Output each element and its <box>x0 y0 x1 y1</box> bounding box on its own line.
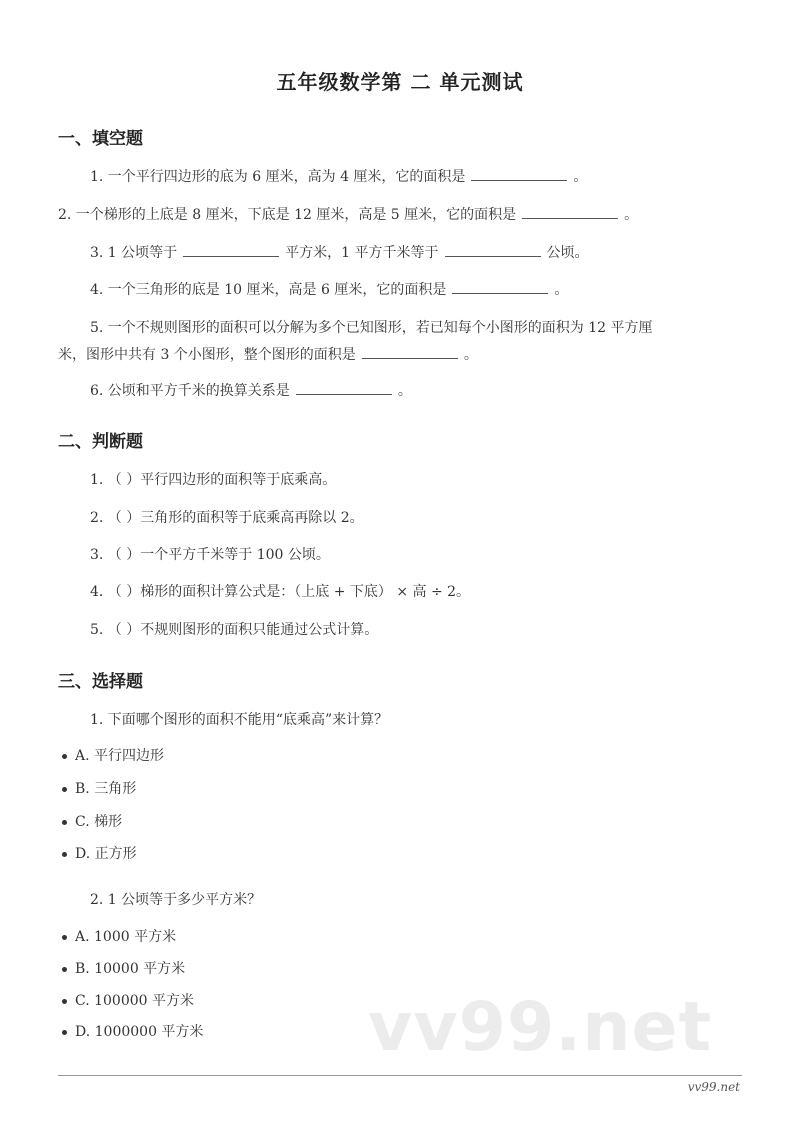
tf-question-2: 2. （ ）三角形的面积等于底乘高再除以 2。 <box>90 510 364 526</box>
mc-option[interactable]: D. 正方形 <box>62 843 137 863</box>
mc-option[interactable]: A. 1000 平方米 <box>62 926 176 946</box>
bullet-icon <box>62 1030 67 1035</box>
answer-blank[interactable] <box>452 281 548 294</box>
answer-blank[interactable] <box>183 244 279 257</box>
bullet-icon <box>62 754 67 759</box>
bullet-icon <box>62 852 67 857</box>
section-heading-multiple-choice: 三、选择题 <box>58 672 143 692</box>
footer-site: vv99.net <box>687 1080 740 1094</box>
tf-question-5: 5. （ ）不规则图形的面积只能通过公式计算。 <box>90 622 379 638</box>
fill-question-3: 3. 1 公顷等于 平方米，1 平方千米等于 公顷。 <box>90 245 589 261</box>
answer-blank[interactable] <box>522 206 618 219</box>
section-heading-true-false: 二、判断题 <box>58 432 143 452</box>
answer-blank[interactable] <box>296 382 392 395</box>
mc-option[interactable]: D. 1000000 平方米 <box>62 1021 203 1041</box>
mc-question-1: 1. 下面哪个图形的面积不能用“底乘高”来计算？ <box>90 712 389 728</box>
fill-question-5-line1: 5. 一个不规则图形的面积可以分解为多个已知图形，若已知每个小图形的面积为 12 平方厘 <box>90 320 653 336</box>
bullet-icon <box>62 935 67 940</box>
fill-question-2: 2. 一个梯形的上底是 8 厘米，下底是 12 厘米，高是 5 厘米，它的面积是 。 <box>58 207 639 223</box>
bullet-icon <box>62 999 67 1004</box>
footer-divider <box>58 1075 742 1076</box>
answer-blank[interactable] <box>362 346 458 359</box>
bullet-icon <box>62 820 67 825</box>
tf-question-4: 4. （ ）梯形的面积计算公式是：（上底 + 下底） × 高 ÷ 2。 <box>90 584 471 600</box>
mc-option[interactable]: B. 三角形 <box>62 778 136 798</box>
tf-question-3: 3. （ ）一个平方千米等于 100 公顷。 <box>90 547 330 563</box>
fill-question-5-line2: 米，图形中共有 3 个小图形，整个图形的面积是 。 <box>58 347 478 363</box>
mc-option[interactable]: C. 梯形 <box>62 811 122 831</box>
section-heading-fill-blank: 一、填空题 <box>58 129 143 149</box>
mc-option[interactable]: A. 平行四边形 <box>62 745 164 765</box>
watermark: vv99.net <box>368 988 713 1067</box>
fill-question-1: 1. 一个平行四边形的底为 6 厘米，高为 4 厘米，它的面积是 。 <box>90 169 588 185</box>
answer-blank[interactable] <box>471 168 567 181</box>
mc-option[interactable]: C. 100000 平方米 <box>62 990 194 1010</box>
bullet-icon <box>62 787 67 792</box>
fill-question-6: 6. 公顷和平方千米的换算关系是 。 <box>90 383 412 399</box>
fill-question-4: 4. 一个三角形的底是 10 厘米，高是 6 厘米，它的面积是 。 <box>90 282 569 298</box>
answer-blank[interactable] <box>445 244 541 257</box>
page-title: 五年级数学第 二 单元测试 <box>276 70 524 94</box>
mc-option[interactable]: B. 10000 平方米 <box>62 958 185 978</box>
mc-question-2: 2. 1 公顷等于多少平方米？ <box>90 892 262 908</box>
tf-question-1: 1. （ ）平行四边形的面积等于底乘高。 <box>90 472 337 488</box>
bullet-icon <box>62 967 67 972</box>
